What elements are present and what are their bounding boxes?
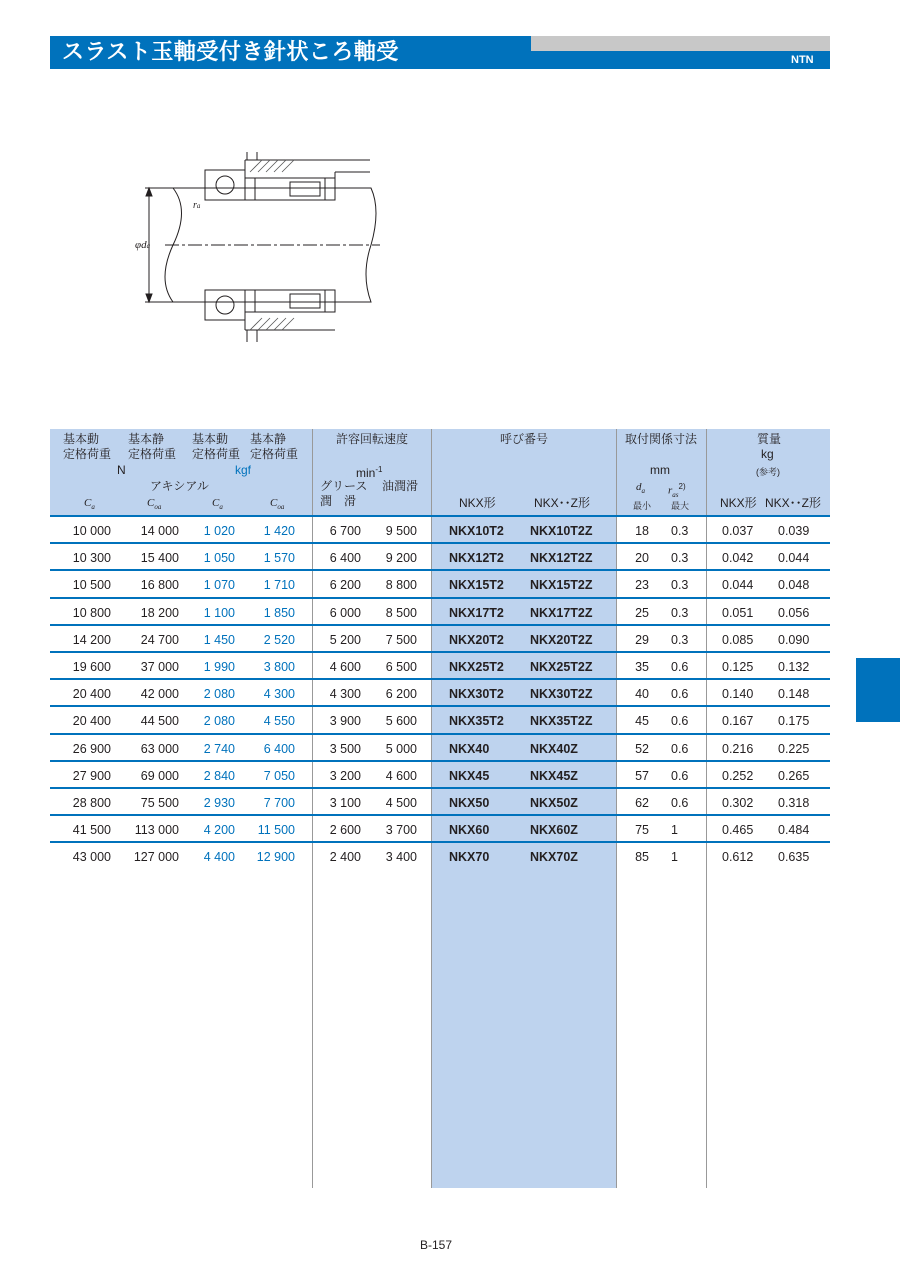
header-unit-kgf: kgf bbox=[235, 463, 252, 477]
table-cell-nkxz: NKX10T2Z bbox=[530, 524, 593, 538]
table-cell-m1: 0.125 bbox=[722, 660, 754, 674]
header-c1-line1: 基本動 bbox=[63, 432, 100, 446]
table-cell-da: 35 bbox=[635, 660, 649, 674]
table-cell-m2: 0.265 bbox=[778, 769, 810, 783]
table-cell-ca-kgf: 2 080 bbox=[203, 687, 235, 701]
table-cell-nkxz: NKX30T2Z bbox=[530, 687, 593, 701]
table-cell-ca-n: 26 900 bbox=[72, 742, 111, 756]
table-cell-ca-kgf: 1 070 bbox=[203, 578, 235, 592]
table-cell-nkx: NKX17T2 bbox=[449, 606, 504, 620]
table-cell-oil: 4 600 bbox=[385, 769, 417, 783]
table-cell-da: 45 bbox=[635, 714, 649, 728]
table-cell-m2: 0.090 bbox=[778, 633, 810, 647]
table-cell-oil: 9 200 bbox=[385, 551, 417, 565]
table-cell-coa-kgf: 3 800 bbox=[263, 660, 295, 674]
table-cell-nkx: NKX50 bbox=[449, 796, 490, 810]
header-c3-line1: 基本動 bbox=[192, 432, 229, 446]
header-mass-nkxz: NKX･･Z形 bbox=[765, 496, 822, 510]
table-cell-ras: 1 bbox=[671, 823, 678, 837]
table-cell-m2: 0.635 bbox=[778, 850, 810, 864]
table-cell-m1: 0.140 bbox=[722, 687, 754, 701]
table-cell-grease: 2 400 bbox=[329, 850, 361, 864]
header-speed-title: 許容回転速度 bbox=[336, 432, 409, 446]
table-cell-oil: 8 500 bbox=[385, 606, 417, 620]
table-cell-da: 23 bbox=[635, 578, 649, 592]
table-cell-coa-n: 69 000 bbox=[140, 769, 179, 783]
table-cell-nkxz: NKX15T2Z bbox=[530, 578, 593, 592]
table-cell-coa-n: 18 200 bbox=[140, 606, 179, 620]
table-cell-grease: 3 900 bbox=[329, 714, 361, 728]
table-cell-ca-kgf: 4 400 bbox=[203, 850, 235, 864]
table-cell-coa-kgf: 6 400 bbox=[263, 742, 295, 756]
table-cell-ca-n: 41 500 bbox=[72, 823, 111, 837]
header-grease-line2: 潤 滑 bbox=[320, 494, 357, 508]
header-max: 最大 bbox=[671, 501, 690, 511]
table-cell-m2: 0.148 bbox=[778, 687, 810, 701]
table-cell-ca-kgf: 1 450 bbox=[203, 633, 235, 647]
table-cell-grease: 4 300 bbox=[329, 687, 361, 701]
table-cell-nkx: NKX45 bbox=[449, 769, 490, 783]
header-mass-title: 質量 bbox=[757, 432, 782, 446]
row-separator bbox=[50, 542, 830, 544]
header-mass-nkx: NKX形 bbox=[720, 496, 757, 510]
table-cell-coa-n: 44 500 bbox=[140, 714, 179, 728]
table-cell-ca-kgf: 1 020 bbox=[203, 524, 235, 538]
table-cell-oil: 3 400 bbox=[385, 850, 417, 864]
table-cell-da: 40 bbox=[635, 687, 649, 701]
header-sym-coa-n: $C_{oa}$ bbox=[147, 497, 162, 512]
table-cell-m2: 0.132 bbox=[778, 660, 810, 674]
table-cell-m1: 0.167 bbox=[722, 714, 754, 728]
table-cell-coa-kgf: 2 520 bbox=[263, 633, 295, 647]
header-c1-line2: 定格荷重 bbox=[63, 447, 112, 461]
header-grease-line1: グリース bbox=[320, 479, 368, 493]
table-cell-da: 20 bbox=[635, 551, 649, 565]
table-cell-ca-n: 20 400 bbox=[72, 687, 111, 701]
table-cell-m1: 0.042 bbox=[722, 551, 754, 565]
table-cell-ca-kgf: 1 050 bbox=[203, 551, 235, 565]
table-cell-coa-kgf: 1 710 bbox=[263, 578, 295, 592]
table-cell-ca-kgf: 2 080 bbox=[203, 714, 235, 728]
header-sym-ca-kgf: $C_a$ bbox=[212, 497, 223, 512]
page-title: スラスト玉軸受付き針状ころ軸受 bbox=[62, 39, 399, 64]
table-cell-ca-kgf: 2 840 bbox=[203, 769, 235, 783]
table-cell-grease: 3 500 bbox=[329, 742, 361, 756]
header-c4-line2: 定格荷重 bbox=[250, 447, 299, 461]
table-cell-coa-kgf: 7 050 bbox=[263, 769, 295, 783]
row-separator bbox=[50, 760, 830, 762]
table-cell-m1: 0.085 bbox=[722, 633, 754, 647]
header-c2-line1: 基本静 bbox=[128, 432, 165, 446]
header-mass-unit: kg bbox=[761, 447, 774, 461]
table-cell-nkxz: NKX50Z bbox=[530, 796, 578, 810]
table-cell-ras: 0.6 bbox=[671, 769, 689, 783]
row-separator bbox=[50, 597, 830, 599]
table-cell-oil: 7 500 bbox=[385, 633, 417, 647]
table-cell-coa-n: 37 000 bbox=[140, 660, 179, 674]
table-header-background bbox=[50, 429, 830, 515]
table-cell-ca-n: 27 900 bbox=[72, 769, 111, 783]
table-cell-ras: 0.3 bbox=[671, 551, 689, 565]
table-cell-nkx: NKX15T2 bbox=[449, 578, 504, 592]
table-cell-oil: 6 200 bbox=[385, 687, 417, 701]
table-cell-coa-kgf: 7 700 bbox=[263, 796, 295, 810]
section-tab bbox=[856, 658, 900, 722]
table-cell-ca-n: 19 600 bbox=[72, 660, 111, 674]
table-cell-grease: 2 600 bbox=[329, 823, 361, 837]
header-unit-n: N bbox=[117, 463, 126, 477]
table-cell-ras: 0.6 bbox=[671, 687, 689, 701]
table-cell-ras: 0.3 bbox=[671, 524, 689, 538]
table-cell-nkx: NKX35T2 bbox=[449, 714, 504, 728]
table-cell-ras: 0.3 bbox=[671, 633, 689, 647]
table-cell-nkxz: NKX20T2Z bbox=[530, 633, 593, 647]
table-cell-ca-kgf: 1 990 bbox=[203, 660, 235, 674]
row-separator bbox=[50, 678, 830, 680]
table-cell-m2: 0.056 bbox=[778, 606, 810, 620]
title-grey-band bbox=[531, 36, 830, 51]
table-cell-coa-kgf: 1 850 bbox=[263, 606, 295, 620]
header-mount-unit: mm bbox=[650, 463, 670, 477]
table-cell-m2: 0.044 bbox=[778, 551, 810, 565]
table-cell-m2: 0.175 bbox=[778, 714, 810, 728]
header-sym-ras: $r_{as}^{2)}$ bbox=[668, 482, 686, 499]
table-cell-coa-n: 16 800 bbox=[140, 578, 179, 592]
table-cell-nkx: NKX70 bbox=[449, 850, 490, 864]
table-cell-oil: 8 800 bbox=[385, 578, 417, 592]
table-cell-nkxz: NKX60Z bbox=[530, 823, 578, 837]
table-cell-ras: 0.3 bbox=[671, 606, 689, 620]
table-cell-nkxz: NKX40Z bbox=[530, 742, 578, 756]
table-cell-ras: 0.6 bbox=[671, 714, 689, 728]
table-cell-nkxz: NKX35T2Z bbox=[530, 714, 593, 728]
header-c2-line2: 定格荷重 bbox=[128, 447, 177, 461]
table-cell-ca-kgf: 1 100 bbox=[203, 606, 235, 620]
header-mount-title: 取付関係寸法 bbox=[625, 432, 698, 446]
table-cell-coa-n: 15 400 bbox=[140, 551, 179, 565]
table-cell-m2: 0.225 bbox=[778, 742, 810, 756]
table-cell-m2: 0.039 bbox=[778, 524, 810, 538]
header-bearing-title: 呼び番号 bbox=[500, 432, 549, 446]
row-separator bbox=[50, 515, 830, 517]
table-cell-grease: 3 200 bbox=[329, 769, 361, 783]
table-cell-da: 29 bbox=[635, 633, 649, 647]
table-cell-grease: 5 200 bbox=[329, 633, 361, 647]
table-cell-nkx: NKX12T2 bbox=[449, 551, 504, 565]
table-cell-nkx: NKX30T2 bbox=[449, 687, 504, 701]
table-cell-nkxz: NKX25T2Z bbox=[530, 660, 593, 674]
table-cell-ca-n: 10 300 bbox=[72, 551, 111, 565]
table-cell-coa-n: 42 000 bbox=[140, 687, 179, 701]
table-cell-ras: 1 bbox=[671, 850, 678, 864]
page-number: B-157 bbox=[420, 1238, 453, 1252]
header-oil: 油潤滑 bbox=[382, 479, 419, 493]
title-blue-band bbox=[531, 51, 830, 69]
header-sym-coa-kgf: $C_{oa}$ bbox=[270, 497, 285, 512]
table-cell-oil: 9 500 bbox=[385, 524, 417, 538]
header-speed-unit: $\min^{-1}$ bbox=[356, 465, 383, 480]
table-cell-m1: 0.302 bbox=[722, 796, 754, 810]
header-nkx-type: NKX形 bbox=[459, 496, 496, 510]
table-cell-ras: 0.3 bbox=[671, 578, 689, 592]
table-cell-da: 18 bbox=[635, 524, 649, 538]
table-cell-grease: 6 400 bbox=[329, 551, 361, 565]
table-cell-coa-kgf: 1 570 bbox=[263, 551, 295, 565]
table-cell-ca-n: 10 500 bbox=[72, 578, 111, 592]
row-separator bbox=[50, 841, 830, 843]
table-cell-coa-n: 14 000 bbox=[140, 524, 179, 538]
table-cell-ca-kgf: 4 200 bbox=[203, 823, 235, 837]
table-cell-m2: 0.484 bbox=[778, 823, 810, 837]
table-cell-coa-kgf: 4 550 bbox=[263, 714, 295, 728]
table-cell-m1: 0.612 bbox=[722, 850, 754, 864]
table-cell-m1: 0.252 bbox=[722, 769, 754, 783]
table-cell-nkxz: NKX12T2Z bbox=[530, 551, 593, 565]
table-cell-oil: 6 500 bbox=[385, 660, 417, 674]
table-cell-coa-n: 24 700 bbox=[140, 633, 179, 647]
table-cell-coa-n: 127 000 bbox=[133, 850, 179, 864]
header-axial: アキシアル bbox=[150, 479, 209, 493]
header-mass-note: (参考) bbox=[756, 467, 780, 477]
table-cell-oil: 5 600 bbox=[385, 714, 417, 728]
mounting-diagram bbox=[135, 150, 385, 345]
ra-label: ra bbox=[193, 200, 201, 211]
header-sym-da: $d_a$ bbox=[636, 481, 645, 496]
table-cell-m1: 0.051 bbox=[722, 606, 754, 620]
row-separator bbox=[50, 787, 830, 789]
table-cell-m2: 0.048 bbox=[778, 578, 810, 592]
table-cell-nkx: NKX10T2 bbox=[449, 524, 504, 538]
table-cell-m1: 0.216 bbox=[722, 742, 754, 756]
table-cell-coa-kgf: 4 300 bbox=[263, 687, 295, 701]
header-sym-ca-n: $C_a$ bbox=[84, 497, 95, 512]
table-cell-ca-n: 43 000 bbox=[72, 850, 111, 864]
table-cell-ca-n: 14 200 bbox=[72, 633, 111, 647]
header-c3-line2: 定格荷重 bbox=[192, 447, 241, 461]
table-cell-da: 57 bbox=[635, 769, 649, 783]
brand-label: NTN bbox=[791, 54, 814, 66]
header-c4-line1: 基本静 bbox=[250, 432, 287, 446]
row-separator bbox=[50, 569, 830, 571]
table-cell-m2: 0.318 bbox=[778, 796, 810, 810]
table-cell-da: 52 bbox=[635, 742, 649, 756]
table-cell-grease: 6 700 bbox=[329, 524, 361, 538]
table-cell-coa-kgf: 12 900 bbox=[256, 850, 295, 864]
table-cell-ras: 0.6 bbox=[671, 660, 689, 674]
table-cell-m1: 0.044 bbox=[722, 578, 754, 592]
row-separator bbox=[50, 651, 830, 653]
table-cell-grease: 6 000 bbox=[329, 606, 361, 620]
table-cell-nkx: NKX25T2 bbox=[449, 660, 504, 674]
table-cell-nkx: NKX20T2 bbox=[449, 633, 504, 647]
table-cell-da: 85 bbox=[635, 850, 649, 864]
table-cell-coa-kgf: 1 420 bbox=[263, 524, 295, 538]
table-cell-nkxz: NKX70Z bbox=[530, 850, 578, 864]
header-nkxz-type: NKX･･Z形 bbox=[534, 496, 591, 510]
table-cell-coa-n: 63 000 bbox=[140, 742, 179, 756]
table-cell-ca-n: 10 000 bbox=[72, 524, 111, 538]
table-cell-oil: 3 700 bbox=[385, 823, 417, 837]
table-cell-m1: 0.465 bbox=[722, 823, 754, 837]
table-cell-nkx: NKX60 bbox=[449, 823, 490, 837]
table-cell-grease: 3 100 bbox=[329, 796, 361, 810]
table-cell-nkxz: NKX45Z bbox=[530, 769, 578, 783]
table-cell-ca-n: 28 800 bbox=[72, 796, 111, 810]
table-cell-ras: 0.6 bbox=[671, 742, 689, 756]
table-cell-coa-n: 75 500 bbox=[140, 796, 179, 810]
table-cell-grease: 6 200 bbox=[329, 578, 361, 592]
row-separator bbox=[50, 814, 830, 816]
table-cell-oil: 4 500 bbox=[385, 796, 417, 810]
row-separator bbox=[50, 624, 830, 626]
table-cell-nkxz: NKX17T2Z bbox=[530, 606, 593, 620]
table-cell-ca-kgf: 2 740 bbox=[203, 742, 235, 756]
table-cell-da: 75 bbox=[635, 823, 649, 837]
table-cell-ca-kgf: 2 930 bbox=[203, 796, 235, 810]
table-cell-grease: 4 600 bbox=[329, 660, 361, 674]
row-separator bbox=[50, 705, 830, 707]
table-cell-nkx: NKX40 bbox=[449, 742, 490, 756]
table-cell-coa-kgf: 11 500 bbox=[257, 823, 295, 837]
table-cell-ca-n: 20 400 bbox=[72, 714, 111, 728]
table-cell-da: 25 bbox=[635, 606, 649, 620]
row-separator bbox=[50, 733, 830, 735]
table-cell-da: 62 bbox=[635, 796, 649, 810]
header-min: 最小 bbox=[633, 501, 652, 511]
table-cell-m1: 0.037 bbox=[722, 524, 754, 538]
table-cell-coa-n: 113 000 bbox=[134, 823, 179, 837]
da-label: φda bbox=[135, 239, 151, 251]
table-cell-ca-n: 10 800 bbox=[72, 606, 111, 620]
table-cell-oil: 5 000 bbox=[385, 742, 417, 756]
table-cell-ras: 0.6 bbox=[671, 796, 689, 810]
